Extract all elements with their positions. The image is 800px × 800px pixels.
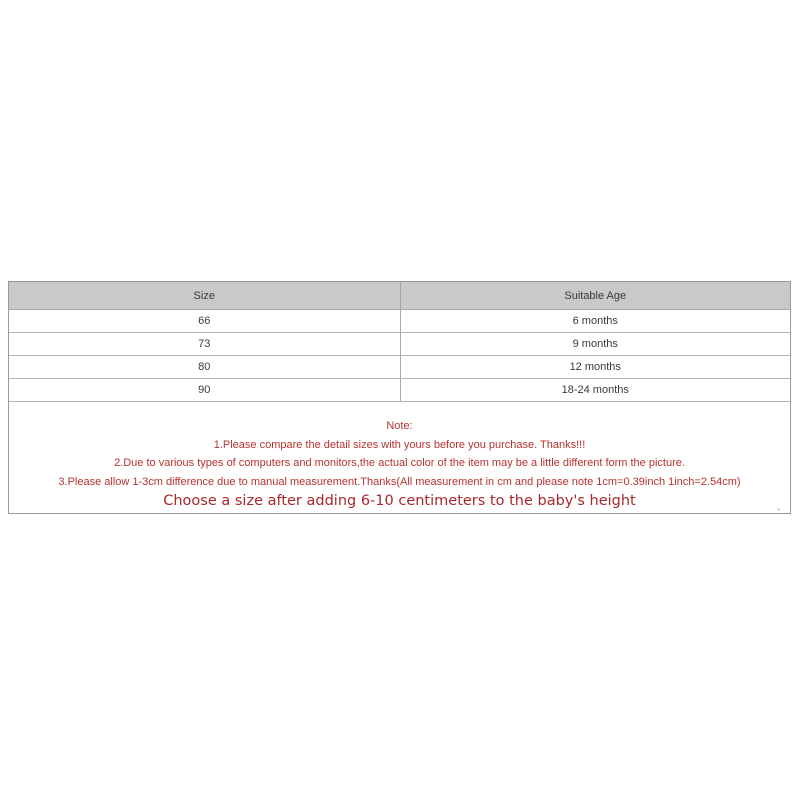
table-row	[9, 356, 790, 379]
header-size: Size	[9, 282, 400, 310]
table-row	[9, 310, 790, 333]
note-line-2: 2.Due to various types of computers and monitors,the actual color of the item may be a little different form the picture.	[114, 457, 685, 469]
note-line-1: 1.Please compare the detail sizes with yours before you purchase. Thanks!!!	[213, 438, 586, 451]
size-table	[9, 282, 790, 402]
table-row	[9, 333, 790, 356]
cell-size: 66	[9, 310, 400, 333]
size-chart-panel	[8, 281, 791, 514]
cell-age: 18-24 months	[400, 379, 790, 402]
note-highlight: Choose a size after adding 6-10 centimeters to the baby's height	[163, 493, 636, 509]
cell-age: 12 months	[400, 356, 790, 379]
note-block	[9, 417, 790, 511]
note-line-3: 3.Please allow 1-3cm difference due to manual measurement.Thanks(All measurement in cm and please note 1cm=0.39inch 1inch=2.54cm)	[58, 475, 741, 488]
cell-size: 80	[9, 356, 400, 379]
cell-age: 9 months	[400, 333, 790, 356]
table-row	[9, 379, 790, 402]
table-header-row	[9, 282, 790, 310]
decorative-dot	[777, 508, 780, 511]
header-suitable-age: Suitable Age	[400, 282, 790, 310]
note-title: Note:	[386, 420, 413, 432]
cell-size: 73	[9, 333, 400, 356]
cell-size: 90	[9, 379, 400, 402]
cell-age: 6 months	[400, 310, 790, 333]
